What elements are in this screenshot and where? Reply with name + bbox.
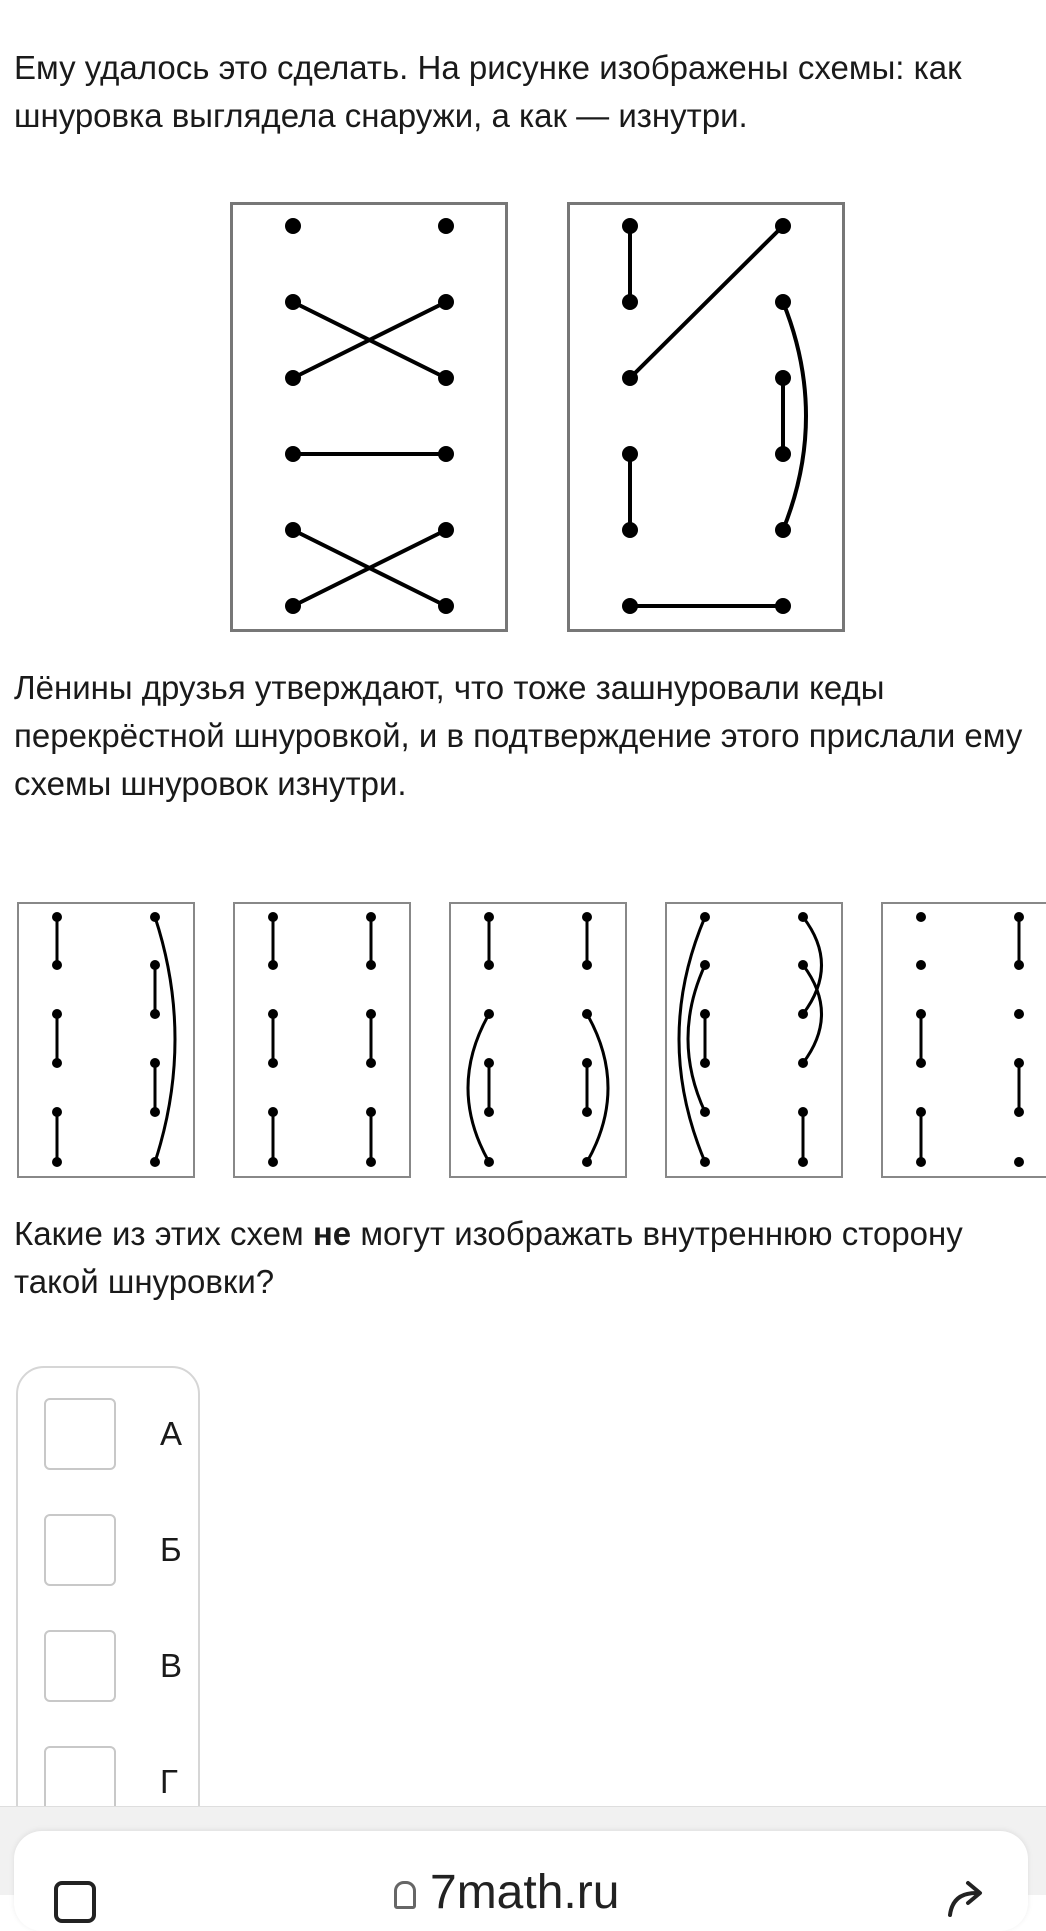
tabs-icon[interactable] — [54, 1881, 96, 1923]
option-a-checkbox[interactable] — [44, 1398, 116, 1470]
intro-text: Ему удалось это сделать. На рисунке изображены схемы: как шнуровка выглядела снаружи, а как — изнутри. — [14, 49, 962, 134]
lock-icon — [394, 1881, 416, 1909]
scheme-d-diagram — [665, 902, 843, 1178]
scheme-a-diagram — [17, 902, 195, 1178]
scheme-c-diagram — [449, 902, 627, 1178]
outside-lacing-diagram — [230, 202, 508, 632]
question-part-2: могут изображать внутреннюю сторону такой шнуровки? — [14, 1215, 963, 1300]
scheme-e-diagram — [881, 902, 1046, 1178]
url-text: 7math.ru — [430, 1866, 620, 1919]
scheme-b-diagram — [233, 902, 411, 1178]
option-c-label: В — [160, 1647, 183, 1684]
option-b[interactable] — [44, 1514, 184, 1590]
browser-bottom-bar — [0, 1806, 1046, 1919]
option-a-label: А — [160, 1415, 183, 1452]
address-bar[interactable] — [14, 1831, 1028, 1931]
option-c[interactable] — [44, 1630, 184, 1706]
option-a[interactable] — [44, 1398, 184, 1474]
inside-lacing-diagram — [567, 202, 845, 632]
question-emphasis: не — [312, 1215, 352, 1252]
share-icon[interactable] — [942, 1875, 990, 1923]
option-b-checkbox[interactable] — [44, 1514, 116, 1586]
url-display[interactable] — [394, 1865, 619, 1925]
option-c-checkbox[interactable] — [44, 1630, 116, 1702]
friends-text: Лёнины друзья утверждают, что тоже зашнуровали кеды перекрёстной шнуровкой, и в подтверждение этого прислали ему схемы шнуровок изнутри. — [14, 669, 1023, 802]
option-b-label: Б — [160, 1531, 182, 1568]
question-text — [14, 1210, 1034, 1306]
question-part-1: Какие из этих схем — [14, 1215, 313, 1252]
option-d-label: Г — [160, 1763, 178, 1800]
